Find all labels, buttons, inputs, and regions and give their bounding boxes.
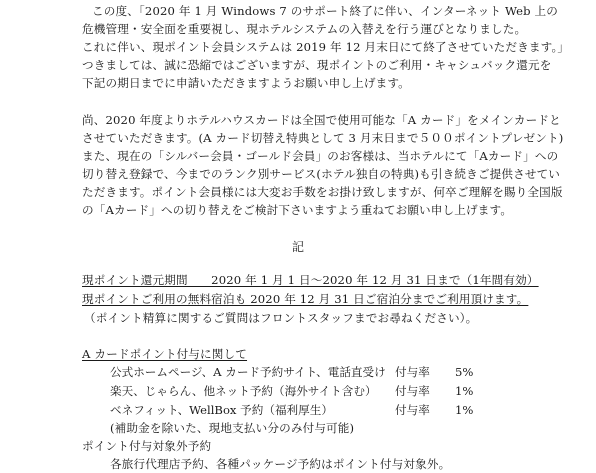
excluded-heading: ポイント付与対象外予約 (82, 439, 212, 453)
para2-line-3: また、現在の「シルバー会員・ゴールド会員」のお客様は、当ホテルにて「Aカード」への (82, 149, 559, 163)
ki-heading: 記 (291, 240, 304, 254)
excluded-line: 各旅行代理店予約、各種パッケージ予約はポイント付与対象外。 (110, 457, 451, 471)
rates-note: (補助金を除いた、現地支払い分のみ付与可能) (110, 421, 355, 435)
rate-label: 付与率 (395, 403, 430, 417)
free-stay-line: 現ポイントご利用の無料宿泊も 2020 年 12 月 31 日ご宿泊分までご利用頂けます。 (82, 292, 529, 306)
para2-line-6: の「Aカード」への切り替えをご検討下さいますよう重ねてお願い申し上げます。 (82, 203, 513, 217)
rate-name: ベネフィット、WellBox 予約（福利厚生） (110, 403, 333, 417)
point-period-line: 現ポイント還元期間 2020 年 1 月 1 日～2020 年 12 月 31 日まで（1年間有効） (82, 273, 539, 287)
para1-line-3: これに伴い、現ポイント会員システムは 2019 年 12 月末日にて終了させていただきます。」 (82, 40, 570, 54)
inquiry-line: （ポイント精算に関するご質問はフロントスタッフまでお尋ねください）。 (84, 311, 478, 325)
para1-line-4: つきましては、誠に恐縮ではございますが、現ポイントのご利用・キャシュバック還元を (82, 58, 552, 72)
para1-line-1: この度、「2020 年 1 月 Windows 7 のサポート終了に伴い、インターネット Web 上の (92, 4, 558, 18)
para2-line-2: させていただきます。(A カード切替え特典として 3 月末日まで５００ポイントプレゼント) (82, 131, 564, 145)
rate-value: 5% (455, 365, 474, 379)
rate-label: 付与率 (395, 384, 430, 398)
para2-line-1: 尚、2020 年度よりホテルハウスカードは全国で使用可能な「A カード」をメインカードと (82, 113, 561, 127)
rate-value: 1% (455, 403, 474, 417)
acard-heading: A カードポイント付与に関して (82, 347, 248, 361)
rate-name: 楽天、じゃらん、他ネット予約（海外サイト含む） (110, 384, 377, 398)
para2-line-5: ただきます。ポイント会員様には大変お手数をお掛け致しますが、何卒ご理解を賜り全国版 (82, 185, 563, 199)
para1-line-2: 危機管理・安全面を重要視し、現ホテルシステムの入替えを行う運びとなりました。 (82, 22, 527, 36)
rate-label: 付与率 (395, 365, 430, 379)
para1-line-5: 下記の期日までに申請いただきますようお願い申し上げます。 (82, 76, 410, 90)
para2-line-4: 切り替え登録で、今までのランク別サービス(ホテル独自の特典)も引き続きご提供させてい (82, 167, 561, 181)
rate-value: 1% (455, 384, 474, 398)
rate-name: 公式ホームページ、A カード予約サイト、電話直受け (110, 365, 386, 379)
